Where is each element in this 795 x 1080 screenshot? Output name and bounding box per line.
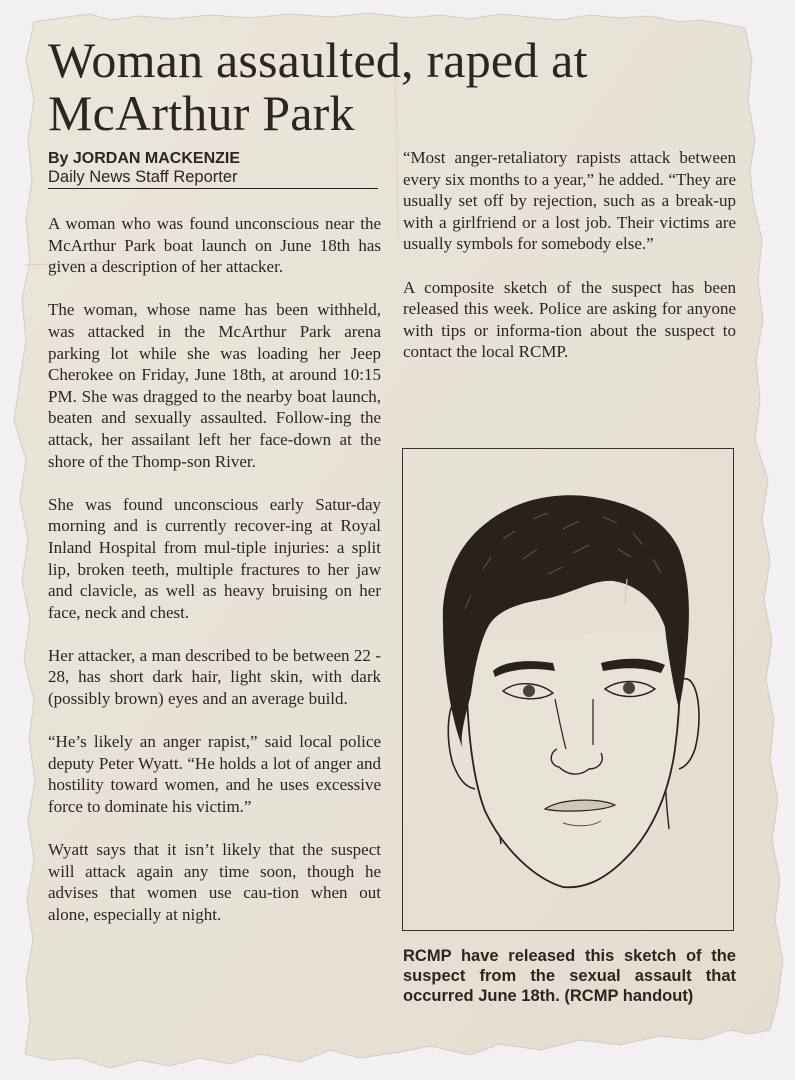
left-column <box>48 213 381 947</box>
paragraph: “Most anger-retaliatory rapists attack between every six months to a year,” he added. “They are usually set off by rejection, such as a break-up with a girlfriend or a lost job. Their victims are usually symbols for somebody else.” <box>403 148 736 254</box>
paragraph: The woman, whose name has been withheld, was attacked in the McArthur Park arena parking lot while she was loading her Jeep Cherokee on Friday, June 18th, at around 10:15 PM. She was dragged to the nearby boat launch, beaten and sexually assaulted. Follow-ing the attack, her assailant left her face-down at the shore of the Thomp-son River. <box>48 300 381 471</box>
byline-role: Daily News Staff Reporter <box>48 168 378 189</box>
paragraph: Her attacker, a man described to be between 22 - 28, has short dark hair, light skin, with dark (possibly brown) eyes and an average build. <box>48 645 381 709</box>
byline-author: By JORDAN MACKENZIE <box>48 150 241 167</box>
paragraph: A composite sketch of the suspect has been released this week. Police are asking for anyone with tips or informa-tion about the suspect to contact the local RCMP. <box>403 277 736 362</box>
byline <box>48 149 378 189</box>
paragraph: Wyatt says that it isn’t likely that the suspect will attack again any time soon, though he advises that women use cau-tion when out alone, especially at night. <box>48 840 381 924</box>
paragraph: “He’s likely an anger rapist,” said local police deputy Peter Wyatt. “He holds a lot of anger and hostility toward women, and he uses excessive force to dominate his victim.” <box>48 732 381 817</box>
headline: Woman assaulted, raped at McArthur Park <box>48 32 588 141</box>
sketch-pupil-left <box>523 685 535 697</box>
paragraph: She was found unconscious early Satur-day morning and is currently recover-ing at Royal Inland Hospital from mul-tiple injuries: a split lip, broken teeth, multiple fractures to her jaw and clavicle, as well as heavy bruising on her face, neck and chest. <box>48 494 381 622</box>
right-column <box>403 147 736 385</box>
paragraph: A woman who was found unconscious near the McArthur Park boat launch on June 18th has given a description of her attacker. <box>48 214 381 277</box>
sketch-pupil-right <box>623 682 635 694</box>
suspect-sketch-frame <box>402 448 734 931</box>
suspect-sketch-image <box>403 449 732 929</box>
sketch-caption: RCMP have released this sketch of the suspect from the sexual assault that occurred June 18th. (RCMP handout) <box>403 947 736 1005</box>
